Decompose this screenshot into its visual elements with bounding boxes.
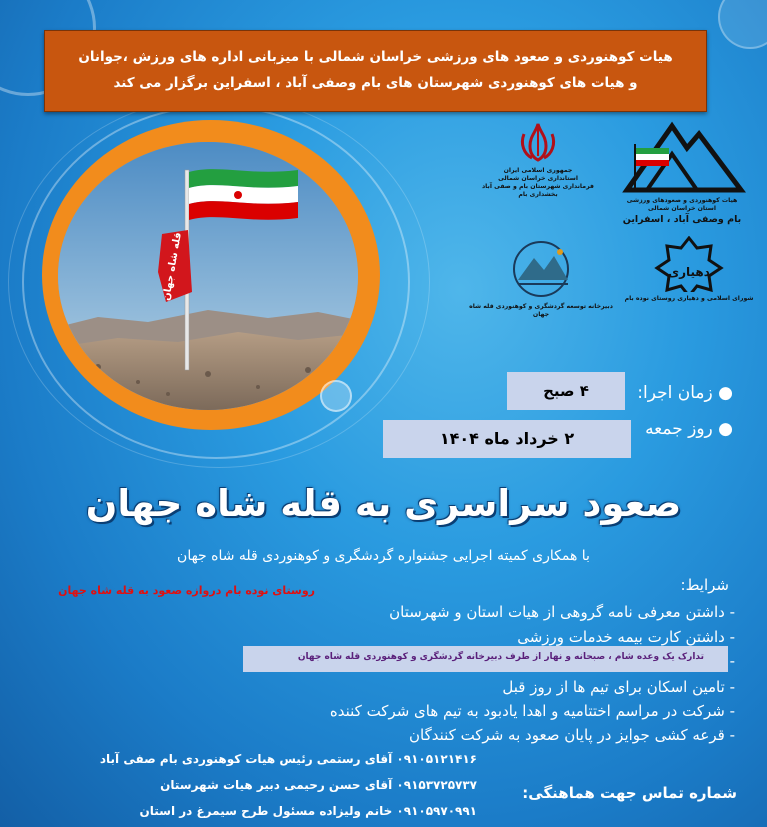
event-subtitle: با همکاری کمیته اجرایی جشنواره گردشگری و کوهنوردی قله شاه جهان xyxy=(177,548,590,564)
federation-logo xyxy=(612,118,752,226)
date-value-box: ۲ خرداد ماه ۱۴۰۴ xyxy=(383,420,631,458)
banner-line-1: هیات کوهنوردی و صعود های ورزشی خراسان شمالی با میزبانی اداره های ورزش ،جوانان xyxy=(78,49,673,65)
top-banner xyxy=(44,30,707,112)
council-logo xyxy=(620,236,758,303)
tourism-logo-caption: دبیرخانه توسعه گردشگری و کوهنوردی قله شاه جهان xyxy=(469,303,613,318)
federation-logo-line-1: هیات کوهنوردی و صعودهای ورزشی xyxy=(626,197,738,204)
contact-title: شماره تماس جهت هماهنگی: xyxy=(522,784,737,802)
event-headline: صعود سراسری به قله شاه جهان xyxy=(85,482,682,525)
condition-item-5: - شرکت در مراسم اختتامیه و اهدا یادبود به تیم های شرکت کننده xyxy=(329,702,735,720)
gov-logo-line-2: استانداری خراسان شمالی xyxy=(498,175,578,182)
gov-logo-line-3: فرمانداری شهرستان بام و صفی آباد xyxy=(482,183,594,190)
banner-line-2: و هیات های کوهنوردی شهرستان های بام وصفی آباد ، اسفراین برگزار می کند xyxy=(113,75,638,91)
contact-line-2: ۰۹۱۵۳۷۲۵۷۳۷ آقای حسن رحیمی دبیر هیات شهرستان xyxy=(160,778,477,792)
gov-logo xyxy=(478,120,598,199)
condition-item-1: - داشتن معرفی نامه گروهی از هیات استان و شهرستان xyxy=(389,603,735,621)
gov-logo-line-4: بخشداری بام xyxy=(518,191,558,198)
condition-item-3: - xyxy=(729,652,735,670)
time-value-box: ۴ صبح xyxy=(507,372,625,410)
condition-item-2: - داشتن کارت بیمه خدمات ورزشی xyxy=(517,628,735,646)
council-logo-caption: شورای اسلامی و دهیاری روستای نوده بام xyxy=(624,295,754,302)
day-label-text: روز جمعه xyxy=(645,419,713,439)
council-logo-word: دهیاری xyxy=(668,265,710,279)
mountain-logo-icon xyxy=(617,118,747,194)
contact-line-3: ۰۹۱۰۵۹۷۰۹۹۱ خانم ولیزاده مسئول طرح سیمرغ در استان xyxy=(139,804,477,818)
time-label-text: زمان اجرا: xyxy=(637,383,713,403)
iran-emblem-icon xyxy=(516,120,560,164)
decor-ring-top-right xyxy=(718,0,767,49)
condition-item-6: - قرعه کشی جوایز در پایان صعود به شرکت کنندگان xyxy=(409,726,735,744)
decor-dot xyxy=(320,380,352,412)
time-label xyxy=(637,383,733,403)
tourism-logo xyxy=(462,240,620,319)
tourism-mountain-icon xyxy=(498,240,584,298)
day-label xyxy=(645,419,733,439)
gov-logo-line-1: جمهوری اسلامی ایران xyxy=(503,167,573,174)
condition-highlight-box xyxy=(243,646,728,672)
contact-line-1: ۰۹۱۰۵۱۲۱۴۱۶ آقای رستمی رئیس هیات کوهنوردی بام صفی آباد xyxy=(99,752,477,766)
day-bullet-icon: ● xyxy=(718,419,733,439)
time-bullet-icon: ● xyxy=(718,383,733,403)
federation-logo-line-2: استان خراسان شمالی xyxy=(648,205,716,212)
peak-sign-text: قله شاه جهان xyxy=(161,231,184,302)
condition-item-4: - تامین اسکان برای تیم ها از روز قبل xyxy=(502,678,735,696)
condition-highlight-text: تدارک یک وعده شام ، صبحانه و نهار از طرف دبیرخانه گردشگری و کوهنوردی قله شاه جهان xyxy=(297,652,704,662)
summit-photo-art xyxy=(58,142,358,410)
council-star-icon xyxy=(653,236,725,292)
summit-photo xyxy=(58,142,358,410)
federation-logo-line-3: بام وصفی آباد ، اسفراین xyxy=(622,214,742,225)
conditions-title: شرایط: xyxy=(680,576,729,594)
gateway-note: روستای نوده بام دروازه صعود به قله شاه جهان xyxy=(58,584,315,597)
